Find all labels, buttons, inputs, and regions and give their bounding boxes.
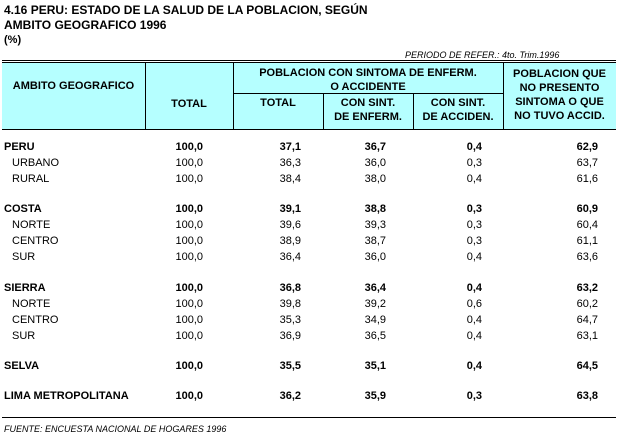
row-value: 36,8 [279,282,301,294]
row-value: 0,6 [466,298,482,310]
header-divider [503,63,504,129]
row-value: 100,0 [175,235,203,247]
row-value: 39,1 [279,203,301,215]
row-value: 35,1 [364,360,386,372]
row-value: 0,3 [466,219,482,231]
header-divider [323,93,324,129]
row-value: 63,8 [576,390,598,402]
row-value: 36,9 [279,330,301,342]
row-value: 63,1 [576,330,598,342]
row-value: 61,6 [576,173,598,185]
row-value: 0,3 [466,157,482,169]
row-value: 36,2 [279,390,301,402]
row-value: 39,3 [364,219,386,231]
row-value: 0,3 [466,235,482,247]
row-value: 38,9 [279,235,301,247]
row-value: 36,3 [279,157,301,169]
table-row [0,314,619,330]
row-value: 38,0 [364,173,386,185]
source-note: FUENTE: ENCUESTA NACIONAL DE HOGARES 1996 [4,424,227,434]
row-value: 38,7 [364,235,386,247]
row-value: 0,4 [466,251,482,263]
row-value: 34,9 [364,314,386,326]
row-value: 100,0 [175,219,203,231]
row-value: 63,7 [576,157,598,169]
row-label: PERU [4,141,35,153]
row-label: LIMA METROPOLITANA [4,390,129,402]
row-value: 36,4 [279,251,301,263]
row-value: 0,4 [466,282,482,294]
row-value: 0,4 [466,314,482,326]
row-value: 61,1 [576,235,598,247]
table-row [0,141,619,157]
unit-label: (%) [4,34,22,46]
row-value: 100,0 [175,203,203,215]
row-label: RURAL [12,173,50,185]
row-value: 60,4 [576,219,598,231]
row-value: 100,0 [175,157,203,169]
table-row [0,173,619,189]
row-value: 63,6 [576,251,598,263]
row-label: SIERRA [4,282,46,294]
row-label: URBANO [12,157,60,169]
row-value: 0,4 [466,173,482,185]
header-ambito: AMBITO GEOGRAFICO [12,80,135,92]
row-value: 100,0 [175,390,203,402]
row-value: 35,3 [279,314,301,326]
row-value: 100,0 [175,251,203,263]
row-value: 38,8 [364,203,386,215]
row-value: 35,9 [364,390,386,402]
header-divider [145,63,146,129]
bottom-rule [2,417,616,418]
table-header [2,63,616,129]
row-label: CENTRO [12,235,59,247]
table-row [0,390,619,406]
row-label: SELVA [4,360,40,372]
table-row [0,203,619,219]
row-value: 100,0 [175,330,203,342]
row-value: 62,9 [576,141,598,153]
row-value: 64,7 [576,314,598,326]
row-value: 35,5 [279,360,301,372]
header-group: POBLACION CON SINTOMA DE ENFERM. O ACCIDENTE [259,67,477,93]
row-value: 39,8 [279,298,301,310]
row-value: 0,4 [466,360,482,372]
row-label: COSTA [4,203,42,215]
row-label: NORTE [12,298,51,310]
row-value: 100,0 [175,298,203,310]
table-row [0,360,619,376]
row-value: 100,0 [175,360,203,372]
top-rule-thin [2,60,616,61]
header-divider [233,93,503,94]
table-row [0,298,619,314]
row-value: 39,2 [364,298,386,310]
header-no-presento: POBLACION QUE NO PRESENTO SINTOMA O QUE NO TUVO ACCID. [513,68,606,122]
row-value: 60,2 [576,298,598,310]
header-sub-total: TOTAL [260,97,296,109]
table-row [0,251,619,267]
row-value: 100,0 [175,173,203,185]
title-line-2: AMBITO GEOGRAFICO 1996 [4,18,167,32]
header-sub-enferm: CON SINT. DE ENFERM. [334,97,402,123]
table-row [0,330,619,346]
row-value: 0,3 [466,203,482,215]
row-value: 0,4 [466,330,482,342]
table-row [0,235,619,251]
row-value: 64,5 [576,360,598,372]
row-label: NORTE [12,219,51,231]
row-value: 36,4 [364,282,386,294]
row-value: 100,0 [175,282,203,294]
row-value: 100,0 [175,141,203,153]
row-value: 36,7 [364,141,386,153]
table-title [4,3,368,33]
table-row [0,282,619,298]
row-value: 39,6 [279,219,301,231]
header-divider [233,63,234,129]
table-row [0,157,619,173]
row-label: CENTRO [12,314,59,326]
header-sub-acciden: CON SINT. DE ACCIDEN. [422,97,494,123]
period-note: PERIODO DE REFER.: 4to. Trim.1996 [405,50,560,60]
row-value: 36,0 [364,157,386,169]
row-value: 37,1 [279,141,301,153]
row-value: 0,3 [466,390,482,402]
row-value: 38,4 [279,173,301,185]
row-value: 60,9 [576,203,598,215]
table-row [0,219,619,235]
row-label: SUR [12,251,36,263]
row-value: 36,0 [364,251,386,263]
header-bottom-rule [2,129,616,130]
header-total: TOTAL [171,98,207,110]
row-value: 36,5 [364,330,386,342]
title-line-1: 4.16 PERU: ESTADO DE LA SALUD DE LA POBLACION, SEGÚN [4,3,368,17]
row-label: SUR [12,330,36,342]
header-divider [413,93,414,129]
row-value: 100,0 [175,314,203,326]
row-value: 0,4 [466,141,482,153]
row-value: 63,2 [576,282,598,294]
